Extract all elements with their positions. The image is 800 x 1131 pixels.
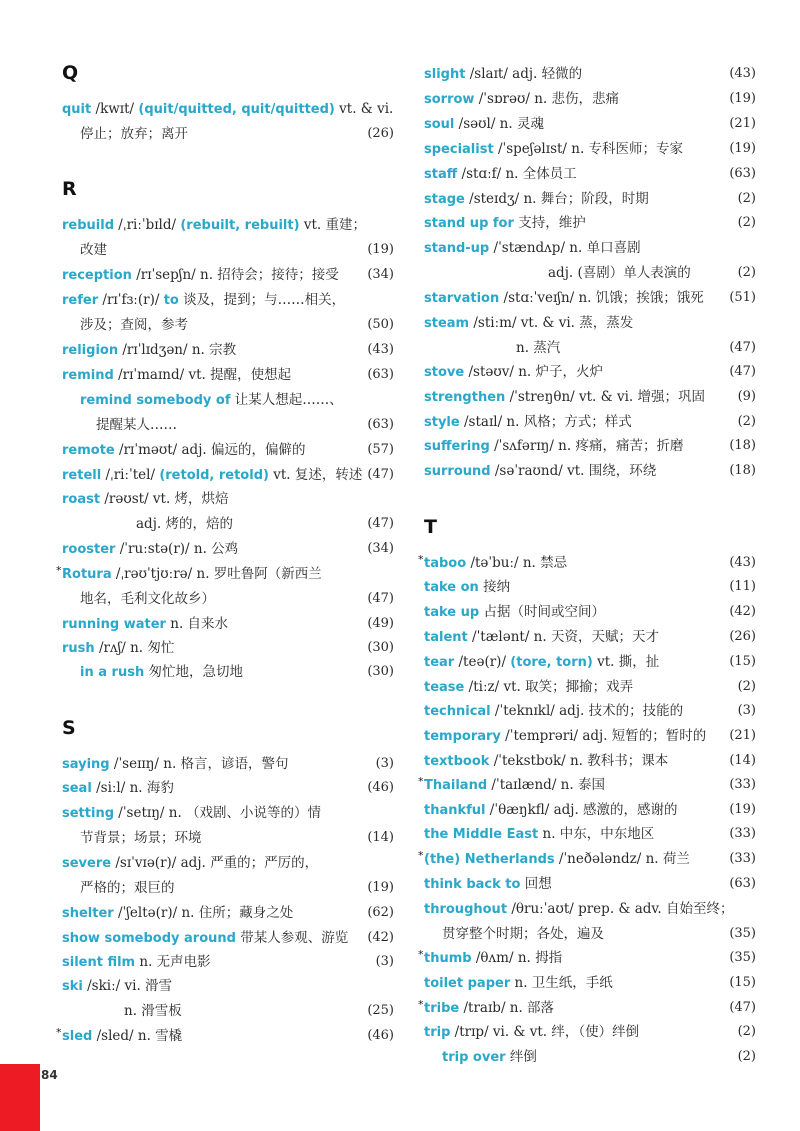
page-reference: (43)	[729, 555, 756, 570]
page-reference: (63)	[729, 166, 756, 181]
entry-text: /təˈbuː/ n. 禁忌	[466, 555, 568, 571]
entry-line	[418, 551, 756, 575]
page-reference: (46)	[367, 1028, 394, 1043]
page-reference: (21)	[729, 116, 756, 131]
entry-text-cont: vt. 重建；	[299, 217, 366, 233]
page-reference: (19)	[367, 880, 394, 895]
entry-line	[424, 872, 756, 896]
page-corner-bar	[0, 1064, 40, 1131]
entry-line	[424, 699, 756, 723]
entry-line	[62, 876, 394, 900]
headword: silent film	[62, 955, 136, 970]
entry-line	[424, 434, 756, 458]
entry-text-cont: vt. 撕，扯	[592, 654, 660, 670]
entry-line	[62, 974, 394, 998]
entry-text: /ˈstændʌp/ n. 单口喜剧	[489, 240, 641, 256]
entry-text: /stiːm/ vt. & vi. 蒸，蒸发	[469, 315, 634, 331]
page-reference: (25)	[367, 1003, 394, 1018]
page-reference: (2)	[737, 1024, 756, 1039]
entry-text: 地名，毛利文化故乡）	[80, 591, 215, 607]
headword: slight	[424, 67, 466, 82]
entry-text: /trɪp/ vi. & vt. 绊，（使）绊倒	[450, 1024, 640, 1040]
headword: the Middle East	[424, 827, 539, 842]
entry-text: /siːl/ n. 海豹	[91, 780, 174, 796]
entry-line	[424, 724, 756, 748]
entry-line	[424, 410, 756, 434]
page-reference: (63)	[367, 367, 394, 382]
page-reference: (47)	[367, 467, 394, 482]
entry-line	[62, 950, 394, 974]
headword: strengthen	[424, 390, 506, 405]
page-reference: (50)	[367, 317, 394, 332]
entry-text: /ˈtælənt/ n. 天资，天赋；天才	[467, 629, 659, 645]
page-reference: (30)	[367, 664, 394, 679]
headword: rush	[62, 641, 95, 656]
headword: stage	[424, 192, 465, 207]
headword: tribe	[424, 1001, 460, 1016]
entry-line	[424, 798, 756, 822]
entry-line	[62, 587, 394, 611]
headword: (the) Netherlands	[424, 852, 555, 867]
entry-text: 支持，维护	[513, 215, 586, 231]
headword: trip over	[442, 1050, 506, 1065]
entry-text: /teə(r)/	[454, 654, 511, 670]
headword: Thailand	[424, 778, 488, 793]
page-reference: (33)	[729, 851, 756, 866]
page-reference: (34)	[367, 267, 394, 282]
entry-text: 涉及；查阅，参考	[80, 317, 188, 333]
headword: ski	[62, 979, 83, 994]
page-reference: (63)	[367, 417, 394, 432]
entry-line	[62, 413, 394, 437]
entry-line	[62, 363, 394, 387]
entry-text: 回想	[520, 876, 552, 892]
page-reference: (19)	[729, 802, 756, 817]
page-reference: (21)	[729, 728, 756, 743]
section-letter: T	[424, 516, 437, 538]
headword: tease	[424, 680, 465, 695]
entry-text: n. 无声电影	[135, 954, 211, 970]
entry-text-cont: 谈及，提到；与……相关，	[178, 292, 346, 308]
entry-text: 占据（时间或空间）	[479, 604, 605, 620]
entry-line	[62, 463, 394, 487]
entry-text: /ˈtaɪlænd/ n. 泰国	[487, 777, 605, 793]
entry-text: /ˌrəʊˈtjʊːrə/ n. 罗吐鲁阿（新西兰	[111, 566, 322, 582]
asterisk-mark: *	[418, 849, 424, 862]
entry-line	[418, 773, 756, 797]
entry-line	[424, 600, 756, 624]
entry-text: /ˈneðələndz/ n. 荷兰	[554, 851, 690, 867]
entry-line	[62, 438, 394, 462]
page-reference: (57)	[367, 442, 394, 457]
entry-text: /ˌriːˈtel/	[101, 467, 160, 483]
entry-line	[424, 211, 756, 235]
entry-line	[424, 87, 756, 111]
entry-text: /rəʊst/ vt. 烤，烘焙	[100, 491, 229, 507]
entry-text: 绊倒	[505, 1049, 537, 1065]
entry-line	[62, 97, 394, 121]
entry-line	[62, 313, 394, 337]
entry-line	[424, 459, 756, 483]
entry-line	[424, 112, 756, 136]
page-reference: (43)	[729, 66, 756, 81]
entry-line	[62, 826, 394, 850]
page-reference: (43)	[367, 342, 394, 357]
entry-text: /staɪl/ n. 风格；方式；样式	[459, 414, 632, 430]
section-letter: Q	[62, 62, 79, 84]
page-reference: (14)	[729, 753, 756, 768]
entry-line	[62, 512, 394, 536]
asterisk-mark: *	[418, 553, 424, 566]
headword-forms: (rebuilt, rebuilt)	[180, 218, 300, 233]
page-reference: (3)	[375, 756, 394, 771]
entry-text: n. 滑雪板	[124, 1003, 182, 1019]
page-reference: (2)	[737, 215, 756, 230]
entry-line	[424, 360, 756, 384]
entry-line	[418, 996, 756, 1020]
entry-text: /θʌm/ n. 拇指	[471, 950, 563, 966]
entry-text: /ˈtemprəri/ adj. 短暂的；暂时的	[500, 728, 707, 744]
entry-line	[418, 847, 756, 871]
entry-text: n. 蒸汽	[516, 340, 561, 356]
headword: reception	[62, 268, 132, 283]
entry-text-cont: vt. 复述，转述	[268, 467, 363, 483]
entry-text: 贯穿整个时期；各处，遍及	[442, 926, 604, 942]
entry-text: /ˈsʌfərɪŋ/ n. 疼痛，痛苦；折磨	[489, 438, 684, 454]
headword: style	[424, 415, 460, 430]
page-reference: (2)	[737, 191, 756, 206]
entry-line	[424, 1020, 756, 1044]
entry-line	[62, 926, 394, 950]
entry-text: /rɪˈməʊt/ adj. 偏远的，偏僻的	[114, 442, 306, 458]
entry-line	[424, 62, 756, 86]
page-reference: (15)	[729, 654, 756, 669]
entry-text: /θruːˈaʊt/ prep. & adv. 自始至终；	[507, 901, 734, 917]
headword: suffering	[424, 439, 490, 454]
entry-line	[62, 636, 394, 660]
entry-text: /rʌʃ/ n. 匆忙	[94, 640, 175, 656]
entry-text: /steɪdʒ/ n. 舞台；阶段，时期	[464, 191, 649, 207]
entry-text: /ˈʃeltə(r)/ n. 住所；藏身之处	[113, 905, 294, 921]
headword: show somebody around	[62, 931, 236, 946]
headword: technical	[424, 704, 491, 719]
headword: taboo	[424, 556, 467, 571]
entry-line	[424, 1045, 756, 1069]
entry-line	[62, 288, 394, 312]
entry-text: /kwɪt/	[91, 101, 139, 117]
page-reference: (47)	[729, 1000, 756, 1015]
page-reference: (47)	[729, 340, 756, 355]
page-reference: (35)	[729, 950, 756, 965]
headword: steam	[424, 316, 470, 331]
headword: stand-up	[424, 241, 490, 256]
entry-text: 提醒某人……	[96, 417, 177, 433]
headword: specialist	[424, 142, 494, 157]
entry-text: 节背景；场景；环境	[80, 830, 202, 846]
entry-line	[424, 187, 756, 211]
headword: throughout	[424, 902, 508, 917]
page-reference: (34)	[367, 541, 394, 556]
page-reference: (49)	[367, 616, 394, 631]
page-reference: (63)	[729, 876, 756, 891]
entry-text: 接纳	[478, 579, 511, 595]
entry-text: /stɑːˈveɪʃn/ n. 饥饿；挨饿；饿死	[499, 290, 704, 306]
entry-text-cont: vt. & vi.	[334, 101, 394, 117]
page-reference: (30)	[367, 640, 394, 655]
entry-text: /ˈsetɪŋ/ n. （戏剧、小说等的）情	[114, 805, 322, 821]
headword-forms: (quit/quitted, quit/quitted)	[138, 102, 335, 117]
entry-line	[62, 612, 394, 636]
entry-text: /sɪˈvɪə(r)/ adj. 严重的；严厉的，	[111, 855, 319, 871]
entry-text: 让某人想起……、	[230, 392, 343, 408]
entry-text: /ˈsɒrəʊ/ n. 悲伤，悲痛	[474, 91, 619, 107]
headword: remind somebody of	[80, 393, 231, 408]
entry-text: n. 卫生纸，手纸	[510, 975, 613, 991]
entry-text: /sled/ n. 雪橇	[92, 1028, 183, 1044]
headword: retell	[62, 468, 102, 483]
page-reference: (51)	[729, 290, 756, 305]
entry-line	[424, 137, 756, 161]
headword: saying	[62, 757, 110, 772]
headword: refer	[62, 293, 99, 308]
entry-line	[424, 385, 756, 409]
entry-text: /ˈspeʃəlɪst/ n. 专科医师；专家	[493, 141, 684, 157]
headword: tear	[424, 655, 455, 670]
section-letter: R	[62, 178, 77, 200]
entry-line	[424, 749, 756, 773]
headword: sled	[62, 1029, 93, 1044]
entry-text: adj. 烤的，焙的	[136, 516, 233, 532]
entry-text: /ˈtekstbʊk/ n. 教科书；课本	[489, 753, 669, 769]
asterisk-mark: *	[418, 948, 424, 961]
asterisk-mark: *	[56, 564, 62, 577]
headword: surround	[424, 464, 491, 479]
page-reference: (18)	[729, 438, 756, 453]
page-reference: (47)	[729, 364, 756, 379]
entry-text: n. 中东，中东地区	[538, 826, 655, 842]
headword: rooster	[62, 542, 116, 557]
entry-line	[424, 236, 756, 260]
entry-text: /səˈraʊnd/ vt. 围绕，环绕	[490, 463, 657, 479]
entry-line	[62, 338, 394, 362]
page-reference: (19)	[729, 141, 756, 156]
entry-text: /səʊl/ n. 灵魂	[454, 116, 544, 132]
entry-line	[62, 851, 394, 875]
headword: starvation	[424, 291, 500, 306]
entry-line	[62, 122, 394, 146]
entry-text: /skiː/ vi. 滑雪	[82, 978, 173, 994]
asterisk-mark: *	[418, 998, 424, 1011]
entry-text: n. 自来水	[165, 616, 229, 632]
headword: religion	[62, 343, 119, 358]
page-reference: (19)	[367, 242, 394, 257]
entry-text: 停止；放弃；离开	[80, 126, 188, 142]
entry-line	[62, 801, 394, 825]
entry-line	[424, 286, 756, 310]
headword: trip	[424, 1025, 451, 1040]
page-reference: (62)	[367, 905, 394, 920]
headword: toilet paper	[424, 976, 511, 991]
page-reference: (14)	[367, 830, 394, 845]
headword: severe	[62, 856, 112, 871]
page-reference: (2)	[737, 679, 756, 694]
headword: thumb	[424, 951, 472, 966]
entry-line	[62, 537, 394, 561]
headword: thankful	[424, 803, 486, 818]
entry-line	[424, 261, 756, 285]
entry-line	[62, 999, 394, 1023]
headword: remote	[62, 443, 115, 458]
entry-line	[62, 213, 394, 237]
headword-forms: to	[163, 293, 179, 308]
entry-line	[424, 575, 756, 599]
entry-line	[62, 660, 394, 684]
section-letter: S	[62, 717, 76, 739]
page-reference: (19)	[729, 91, 756, 106]
page-reference: (9)	[737, 389, 756, 404]
entry-line	[424, 336, 756, 360]
entry-text: /ˈstreŋθn/ vt. & vi. 增强；巩固	[505, 389, 705, 405]
headword: setting	[62, 806, 114, 821]
headword: textbook	[424, 754, 490, 769]
entry-line	[418, 946, 756, 970]
entry-text: 改建	[80, 242, 107, 258]
entry-line	[424, 922, 756, 946]
page-reference: (42)	[367, 930, 394, 945]
headword: seal	[62, 781, 92, 796]
entry-text: /traɪb/ n. 部落	[459, 1000, 555, 1016]
entry-text: 严格的；艰巨的	[80, 880, 175, 896]
page-reference: (18)	[729, 463, 756, 478]
entry-line	[62, 388, 394, 412]
entry-line	[424, 897, 756, 921]
headword: running water	[62, 617, 166, 632]
page-reference: (26)	[367, 126, 394, 141]
page-reference: (33)	[729, 826, 756, 841]
entry-text: /ˈteknɪkl/ adj. 技术的；技能的	[490, 703, 684, 719]
headword: in a rush	[80, 665, 145, 680]
entry-text: /slaɪt/ adj. 轻微的	[465, 66, 583, 82]
entry-line	[62, 901, 394, 925]
entry-line	[424, 311, 756, 335]
page-reference: (15)	[729, 975, 756, 990]
headword: stove	[424, 365, 465, 380]
entry-line	[62, 487, 394, 511]
entry-text: 匆忙地，急切地	[144, 664, 243, 680]
page-reference: (3)	[375, 954, 394, 969]
page-reference: (11)	[729, 579, 756, 594]
headword: temporary	[424, 729, 501, 744]
entry-line	[56, 562, 394, 586]
page-reference: (33)	[729, 777, 756, 792]
entry-line	[56, 1024, 394, 1048]
headword: roast	[62, 492, 101, 507]
entry-text: adj. (喜剧）单人表演的	[548, 265, 691, 281]
headword: take on	[424, 580, 479, 595]
headword: quit	[62, 102, 92, 117]
headword: talent	[424, 630, 468, 645]
asterisk-mark: *	[418, 775, 424, 788]
headword: take up	[424, 605, 480, 620]
asterisk-mark: *	[56, 1026, 62, 1039]
headword: Rotura	[62, 567, 112, 582]
entry-text: /rɪˈsepʃn/ n. 招待会；接待；接受	[131, 267, 339, 283]
entry-text: /rɪˈlɪdʒən/ n. 宗教	[118, 342, 237, 358]
page-reference: (47)	[367, 516, 394, 531]
entry-line	[62, 776, 394, 800]
entry-text: /ˈseɪɪŋ/ n. 格言，谚语，警句	[109, 756, 289, 772]
headword: sorrow	[424, 92, 475, 107]
entry-text: /stɑːf/ n. 全体员工	[457, 166, 577, 182]
entry-line	[424, 625, 756, 649]
entry-line	[424, 162, 756, 186]
page-reference: (47)	[367, 591, 394, 606]
page-reference: (2)	[737, 414, 756, 429]
entry-text: /ˌriːˈbɪld/	[114, 217, 181, 233]
entry-text: /tiːz/ vt. 取笑；揶揄；戏弄	[464, 679, 634, 695]
headword: soul	[424, 117, 455, 132]
page-reference: (26)	[729, 629, 756, 644]
entry-line	[62, 752, 394, 776]
page-reference: (2)	[737, 265, 756, 280]
entry-text: /ˈθæŋkfl/ adj. 感激的，感谢的	[485, 802, 678, 818]
headword: staff	[424, 167, 458, 182]
headword: think back to	[424, 877, 521, 892]
page-reference: (42)	[729, 604, 756, 619]
headword: remind	[62, 368, 114, 383]
page-reference: (46)	[367, 780, 394, 795]
headword: rebuild	[62, 218, 115, 233]
entry-text: /ˈruːstə(r)/ n. 公鸡	[115, 541, 239, 557]
entry-text: /rɪˈmaɪnd/ vt. 提醒，使想起	[113, 367, 292, 383]
entry-text: /stəʊv/ n. 炉子，火炉	[464, 364, 603, 380]
headword: stand up for	[424, 216, 514, 231]
entry-line	[424, 971, 756, 995]
entry-line	[424, 822, 756, 846]
entry-text: 带某人参观、游览	[235, 930, 349, 946]
page-reference: (2)	[737, 1049, 756, 1064]
page-reference: (35)	[729, 926, 756, 941]
page-reference: (3)	[737, 703, 756, 718]
headword-forms: (retold, retold)	[159, 468, 269, 483]
entry-line	[62, 238, 394, 262]
entry-line	[62, 263, 394, 287]
headword: shelter	[62, 906, 114, 921]
entry-text: /rɪˈfɜː(r)/	[98, 292, 164, 308]
entry-line	[424, 650, 756, 674]
page-number: 84	[41, 1068, 58, 1082]
headword-forms: (tore, torn)	[510, 655, 593, 670]
entry-line	[424, 675, 756, 699]
